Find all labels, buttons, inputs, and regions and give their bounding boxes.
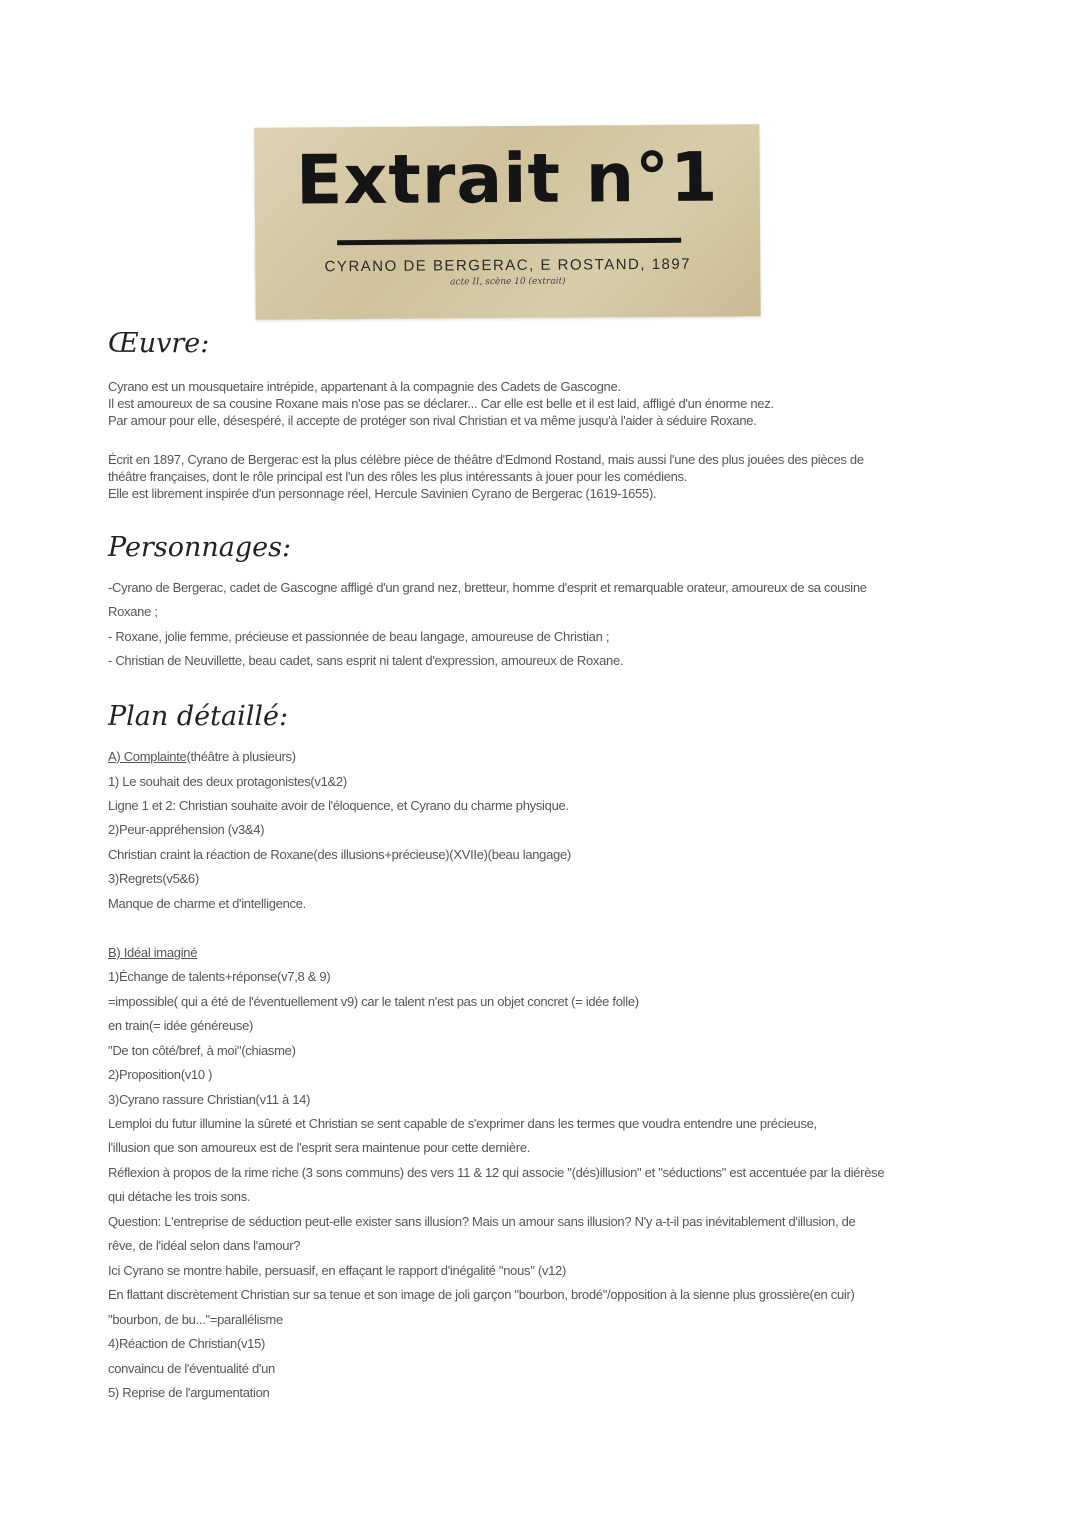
plan-line: =impossible( qui a été de l'éventuellement v9) car le talent n'est pas un objet concret (= idée folle) — [108, 994, 639, 1009]
oeuvre-paragraph-2 — [108, 451, 958, 502]
character-line: Roxane ; — [108, 604, 158, 619]
text-line: Écrit en 1897, Cyrano de Bergerac est la plus célèbre pièce de théâtre d'Edmond Rostand, mais aussi l'une des plus jouées des pièces de — [108, 452, 864, 467]
banner-divider — [337, 238, 681, 245]
plan-line: 5) Reprise de l'argumentation — [108, 1385, 270, 1400]
plan-line: Réflexion à propos de la rime riche (3 sons communs) des vers 11 & 12 qui associe "(dés)illusion" et "séductions" est accentuée par la diérèse — [108, 1165, 885, 1180]
plan-line: "De ton côté/bref, à moi"(chiasme) — [108, 1043, 296, 1058]
plan-section-b-title: B) Idéal imaginé — [108, 945, 198, 960]
plan-heading: Plan détaillé: — [108, 701, 289, 732]
character-line: - Roxane, jolie femme, précieuse et passionnée de beau langage, amoureuse de Christian ; — [108, 629, 610, 644]
text-line: Par amour pour elle, désespéré, il accepte de protéger son rival Christian et va même jusqu'à l'aider à séduire Roxane. — [108, 413, 757, 428]
text-line: Il est amoureux de sa cousine Roxane mais n'ose pas se déclarer... Car elle est belle et il est laid, affligé d'un énorme nez. — [108, 396, 774, 411]
plan-line: 1)Échange de talents+réponse(v7,8 & 9) — [108, 969, 331, 984]
banner-title: Extrait n°1 — [295, 138, 719, 221]
section-a-note: (théâtre à plusieurs) — [186, 749, 296, 764]
plan-line: en train(= idée généreuse) — [108, 1018, 254, 1033]
plan-line: 3)Cyrano rassure Christian(v11 à 14) — [108, 1092, 311, 1107]
character-line: - Christian de Neuvillette, beau cadet, sans esprit ni talent d'expression, amoureux de Roxane. — [108, 653, 624, 668]
plan-line: rêve, de l'idéal selon dans l'amour? — [108, 1238, 301, 1253]
plan-line: Ici Cyrano se montre habile, persuasif, en effaçant le rapport d'inégalité "nous" (v12) — [108, 1263, 566, 1278]
plan-line: 2)Peur-appréhension (v3&4) — [108, 822, 265, 837]
plan-line: 1) Le souhait des deux protagonistes(v1&2) — [108, 774, 347, 789]
plan-line: 2)Proposition(v10 ) — [108, 1067, 213, 1082]
text-line: théâtre françaises, dont le rôle principal est l'un des rôles les plus intéressants à jouer pour les comédiens. — [108, 469, 688, 484]
plan-line: Manque de charme et d'intelligence. — [108, 896, 306, 911]
character-line: -Cyrano de Bergerac, cadet de Gascogne affligé d'un grand nez, bretteur, homme d'esprit et remarquable orateur, amoureux de sa cousine — [108, 580, 867, 595]
plan-line: Lemploi du futur illumine la sûreté et Christian se sent capable de s'exprimer dans les termes que voudra entendre une précieuse, — [108, 1116, 817, 1131]
text-line: Elle est librement inspirée d'un personnage réel, Hercule Savinien Cyrano de Bergerac (1619-1655). — [108, 486, 657, 501]
plan-line: 4)Réaction de Christian(v15) — [108, 1336, 266, 1351]
plan-line: qui détache les trois sons. — [108, 1189, 251, 1204]
plan-line: En flattant discrètement Christian sur sa tenue et son image de joli garçon "bourbon, brodé"/opposition à la sienne plus grossière(en cuir) — [108, 1287, 855, 1302]
plan-section-a-title — [108, 748, 968, 765]
oeuvre-paragraph-1 — [108, 378, 958, 429]
personnages-heading: Personnages: — [108, 532, 292, 563]
text-line: Cyrano est un mousquetaire intrépide, appartenant à la compagnie des Cadets de Gascogne. — [108, 379, 621, 394]
plan-line: convaincu de l'éventualité d'un — [108, 1361, 275, 1376]
plan-line: l'illusion que son amoureux est de l'esprit sera maintenue pour cette dernière. — [108, 1140, 531, 1155]
banner-note: acte II, scène 10 (extrait) — [450, 276, 566, 288]
plan-line: "bourbon, de bu..."=parallélisme — [108, 1312, 283, 1327]
plan-line: Ligne 1 et 2: Christian souhaite avoir de l'éloquence, et Cyrano du charme physique. — [108, 798, 569, 813]
title-banner — [254, 124, 760, 320]
plan-line: Christian craint la réaction de Roxane(des illusions+précieuse)(XVIIe)(beau langage) — [108, 847, 571, 862]
plan-line: Question: L'entreprise de séduction peut-elle exister sans illusion? Mais un amour sans illusion? N'y a-t-il pas inévitablement d'illusion, de — [108, 1214, 856, 1229]
section-a-label: A) Complainte — [108, 749, 187, 764]
oeuvre-heading: Œuvre: — [108, 328, 210, 359]
plan-line: 3)Regrets(v5&6) — [108, 871, 199, 886]
banner-subtitle: CYRANO DE BERGERAC, E ROSTAND, 1897 — [324, 255, 692, 276]
